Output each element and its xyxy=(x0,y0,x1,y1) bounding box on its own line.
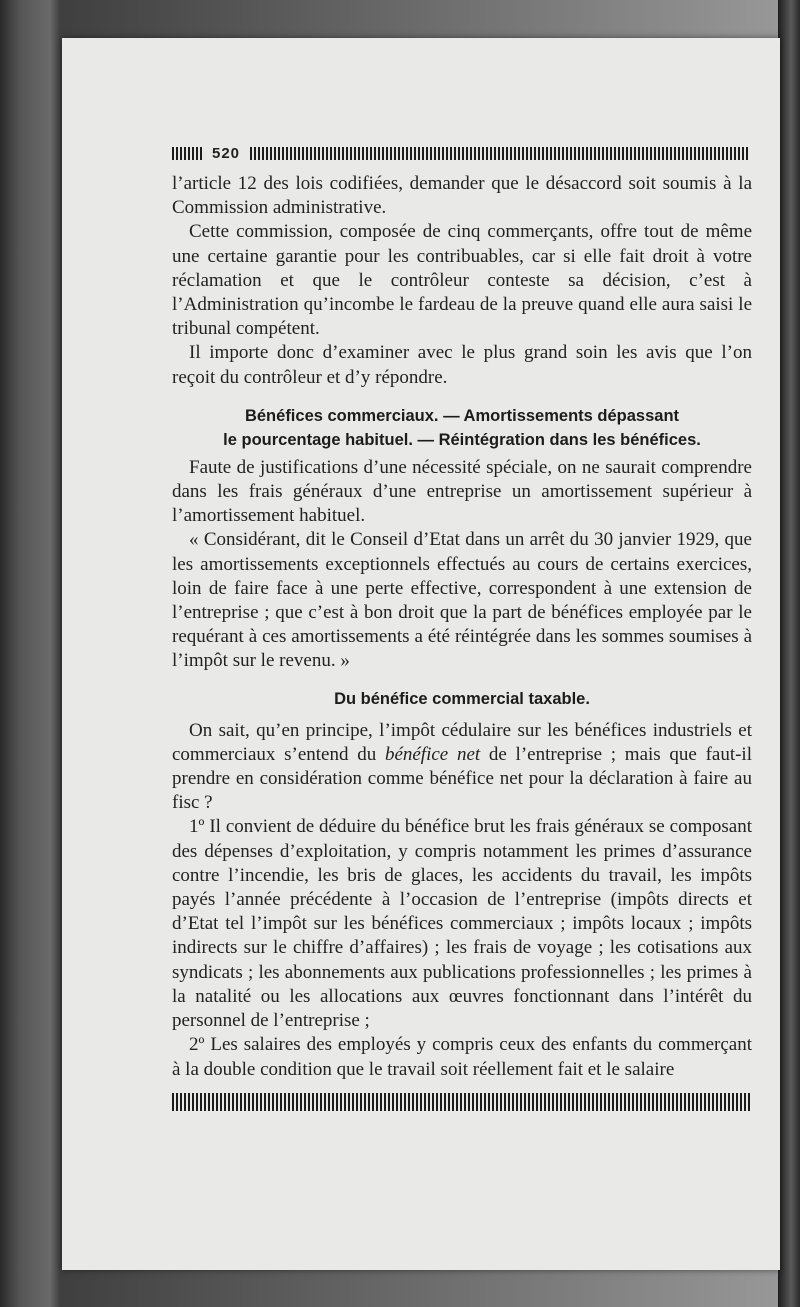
text-run: de l’entreprise ; mais que faut-il prendre en considération comme bénéfice net pour la déclaration à faire au fisc ? xyxy=(172,743,752,814)
paragraph: Faute de justifications d’une nécessité spéciale, on ne saurait comprendre dans les frais généraux d’une entreprise un amortissement supérieur à l’amortissement habituel. xyxy=(172,456,752,527)
book-edge xyxy=(778,0,800,1307)
paragraph: Il importe donc d’examiner avec le plus grand soin les avis que l’on reçoit du contrôleur et d’y répondre. xyxy=(172,342,752,388)
text-run: On sait, qu’en principe, l’impôt cédulaire sur les bénéfices industriels et commerciaux s’entend du xyxy=(172,719,752,765)
page-body xyxy=(172,172,752,1082)
heading-line: le pourcentage habituel. — Réintégration dans les bénéfices. xyxy=(223,430,701,449)
page-number: 520 xyxy=(212,144,241,162)
paragraph xyxy=(172,719,752,816)
section-heading xyxy=(172,404,752,452)
heading-line: Bénéfices commerciaux. — Amortissements dépassant xyxy=(244,406,680,425)
paragraph: Cette commission, composée de cinq commerçants, offre tout de même une certaine garantie pour les contribuables, car si elle fait droit à votre réclamation et que le contrôleur conteste sa décision, c’est à l’Administration qu’incombe le fardeau de la preuve quand elle aura saisi le tribunal compétent. xyxy=(172,221,752,340)
header-ornament-left xyxy=(172,147,202,160)
running-header xyxy=(172,145,750,161)
paragraph: l’article 12 des lois codifiées, demander que le désaccord soit soumis à la Commission administrative. xyxy=(172,173,752,219)
footer-ornament xyxy=(172,1093,750,1111)
list-paragraph: 1º Il convient de déduire du bénéfice brut les frais généraux se composant des dépenses d’exploitation, y compris notamment les primes d’assurance contre l’incendie, les bris de glaces, les accidents du travail, les impôts payés l’année précédente à l’occasion de l’entreprise (impôts directs et d’Etat tel l’impôt sur les bénéfices commerciaux ; impôts locaux ; impôts indirects sur le chiffre d’affaires) ; les frais de voyage ; les cotisations aux syndicats ; les abonnements aux publications professionnelles ; les primes à la natalité ou les allocations aux œuvres fonctionnant dans l’intérêt du personnel de l’entreprise ; xyxy=(172,816,752,1032)
list-paragraph: 2º Les salaires des employés y compris ceux des enfants du commerçant à la double condition que le travail soit réellement fait et le salaire xyxy=(172,1034,752,1080)
quote-paragraph: « Considérant, dit le Conseil d’Etat dans un arrêt du 30 janvier 1929, que les amortissements exceptionnels effectués au cours de certains exercices, loin de faire face à une perte effective, correspondent à une extension de l’entreprise ; que c’est à bon droit que la part de bénéfices employée par le requérant à ces amortissements a été réintégrée dans les sommes soumises à l’impôt sur le revenu. » xyxy=(172,529,752,672)
section-heading: Du bénéfice commercial taxable. xyxy=(334,689,590,708)
header-ornament-right xyxy=(250,147,750,160)
emphasis: bénéfice net xyxy=(384,743,481,765)
